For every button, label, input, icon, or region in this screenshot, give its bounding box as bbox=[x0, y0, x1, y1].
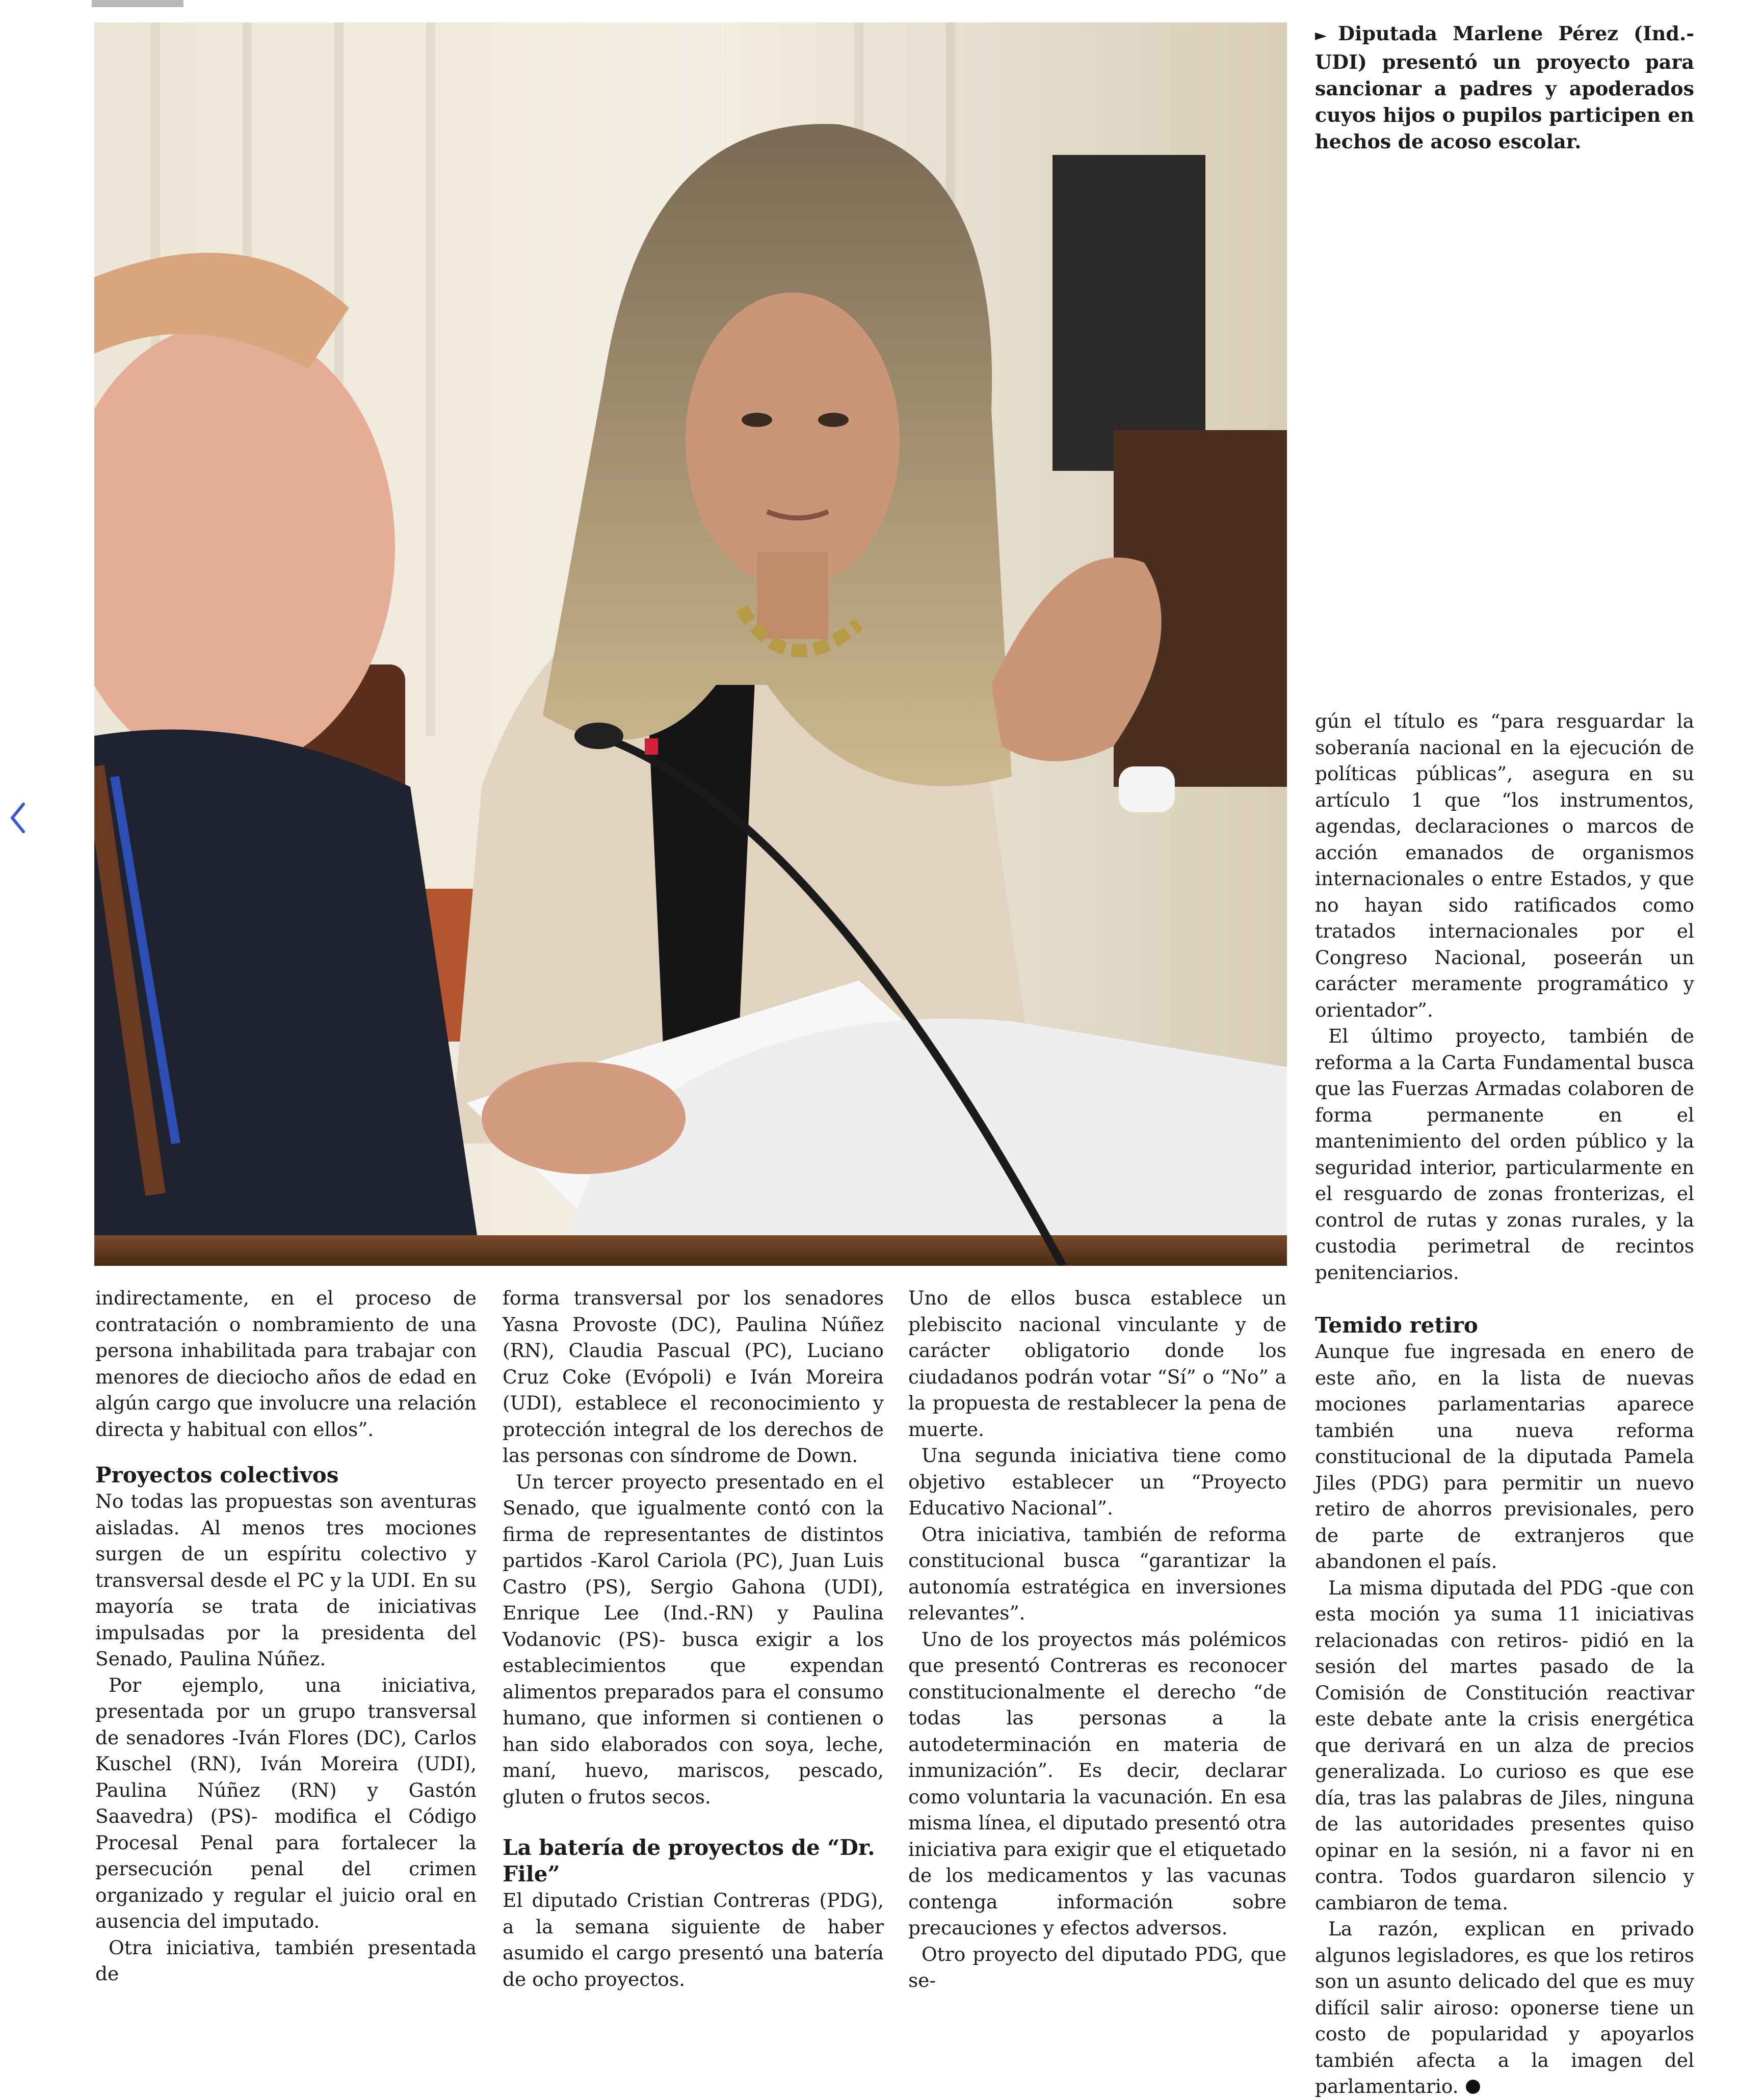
caption-text: Diputada Marlene Pérez (Ind.-UDI) presentó un proyecto para sancionar a padres y apoderados cuyos hijos o pupilos participen en hechos de acoso escolar. bbox=[1315, 22, 1694, 153]
paragraph: El último proyecto, también de reforma a la Carta Fundamental busca que las Fuerzas Armadas colaboren de forma permanente en el mantenimiento del orden público y la seguridad interior, particularmente en el resguardo de zonas fronterizas, el control de rutas y zonas rurales, y la custodia perimetral de recintos penitenciarios. bbox=[1315, 1025, 1694, 1284]
paragraph: forma transversal por los senadores Yasna Provoste (DC), Paulina Núñez (RN), Claudia Pascual (PC), Luciano Cruz Coke (Evópoli) e Iván Moreira (UDI), establece el reconocimiento y protección integral de los derechos de las personas con síndrome de Down. bbox=[503, 1287, 884, 1467]
paragraph: La misma diputada del PDG -que con esta moción ya suma 11 iniciativas relacionadas con retiros- pidió en la sesión del martes pasado de la Comisión de Constitución reactivar este debate ante la crisis energética que derivará en un alza de precios generalizada. Lo curioso es que ese día, tras las palabras de Jiles, ninguna de las autoridades presentes quiso opinar en la sesión, ni a favor ni en contra. Todos guardaron silencio y cambiaron de tema. bbox=[1315, 1576, 1694, 1914]
paragraph: Por ejemplo, una iniciativa, presentada por un grupo transversal de senadores -Iván Flores (DC), Carlos Kuschel (RN), Iván Moreira (UDI), Paulina Núñez (RN) y Gastón Saavedra) (PS)- modifica el Código Procesal Penal para fortalecer la persecución penal del crimen organizado y regular el juicio oral en ausencia del imputado. bbox=[95, 1673, 477, 1932]
previous-page-button[interactable] bbox=[3, 795, 34, 841]
paragraph bbox=[1315, 1916, 1694, 2100]
section-heading: Temido retiro bbox=[1315, 1313, 1478, 1338]
paragraph: Una segunda iniciativa tiene como objetivo establecer un “Proyecto Educativo Nacional”. bbox=[908, 1444, 1286, 1519]
paragraph: No todas las propuestas son aventuras aisladas. Al menos tres mociones surgen de un espíritu colectivo y transversal desde el PC y la UDI. En su mayoría se trata de iniciativas impulsadas por la presidenta del Senado, Paulina Núñez. bbox=[95, 1490, 477, 1670]
caption-marker-icon: ► bbox=[1315, 26, 1327, 44]
paragraph-text: La razón, explican en privado algunos legisladores, es que los retiros son un asunto delicado del que es muy difícil salir airoso: oponerse tiene un costo de popularidad y apoyarlos también afecta a la imagen del parlamentario. bbox=[1315, 1918, 1694, 2097]
article-column-1 bbox=[95, 1285, 477, 1987]
article-column-4 bbox=[1315, 708, 1694, 2100]
paragraph: Uno de ellos busca establece un plebiscito nacional vinculante y de carácter obligatorio donde los ciudadanos podrán votar “Sí” o “No” a la propuesta de restablecer la pena de muerte. bbox=[908, 1287, 1286, 1441]
chevron-left-icon bbox=[8, 800, 29, 836]
paragraph: Aunque fue ingresada en enero de este año, en la lista de nuevas mociones parlamentarias aparece también una nueva reforma constitucional de la diputada Pamela Jiles (PDG) para permitir un nuevo retiro de ahorros previsionales, pero de parte de extranjeros que abandonen el país. bbox=[1315, 1340, 1694, 1573]
section-heading: La batería de proyectos de “Dr. File” bbox=[503, 1835, 875, 1886]
paragraph: Un tercer proyecto presentado en el Senado, que igualmente contó con la firma de representantes de distintos partidos -Karol Cariola (PC), Juan Luis Castro (PS), Sergio Gahona (UDI), Enrique Lee (Ind.-RN) y Paulina Vodanovic (PS)- busca exigir a los establecimientos que expendan alimentos preparados para el consumo humano, que informen si contienen o han sido elaborados con soya, leche, maní, huevo, mariscos, pescado, gluten o frutos secos. bbox=[503, 1470, 884, 1808]
paragraph: El diputado Cristian Contreras (PDG), a la semana siguiente de haber asumido el cargo presentó una batería de ocho proyectos. bbox=[503, 1889, 884, 1990]
article-column-2 bbox=[503, 1285, 884, 1992]
photo-caption bbox=[1315, 20, 1694, 155]
paragraph: gún el título es “para resguardar la soberanía nacional en la ejecución de políticas públicas”, asegura en su artículo 1 que “los instrumentos, agendas, declaraciones o marcos de acción emanados de organismos internacionales o entre Estados, y que no hayan sido ratificados como tratados internacionales por el Congreso Nacional, poseerán un carácter meramente programático y orientador”. bbox=[1315, 710, 1694, 1021]
end-of-article-icon bbox=[1466, 2080, 1480, 2094]
paragraph: Otra iniciativa, también de reforma constitucional busca “garantizar la autonomía estratégica en inversiones relevantes”. bbox=[908, 1523, 1286, 1624]
section-heading: Proyectos colectivos bbox=[95, 1463, 339, 1487]
photo-illustration bbox=[94, 22, 1287, 1266]
paragraph: indirectamente, en el proceso de contratación o nombramiento de una persona inhabilitada para trabajar con menores de dieciocho años de edad en algún cargo que involucre una relación directa y habitual con ellos”. bbox=[95, 1287, 477, 1441]
article-column-3 bbox=[908, 1285, 1286, 1994]
article-photo bbox=[94, 22, 1287, 1266]
paragraph: Otro proyecto del diputado PDG, que se- bbox=[908, 1943, 1286, 1991]
paragraph: Otra iniciativa, también presentada de bbox=[95, 1936, 477, 1985]
page-header-fragment bbox=[92, 0, 183, 7]
paragraph: Uno de los proyectos más polémicos que presentó Contreras es reconocer constitucionalmente el derecho “de todas las personas a la autodeterminación en materia de inmunización”. Es decir, declarar como voluntaria la vacunación. En esa misma línea, el diputado presentó otra iniciativa para exigir que el etiquetado de los medicamentos y las vacunas contenga información sobre precauciones y efectos adversos. bbox=[908, 1628, 1286, 1939]
